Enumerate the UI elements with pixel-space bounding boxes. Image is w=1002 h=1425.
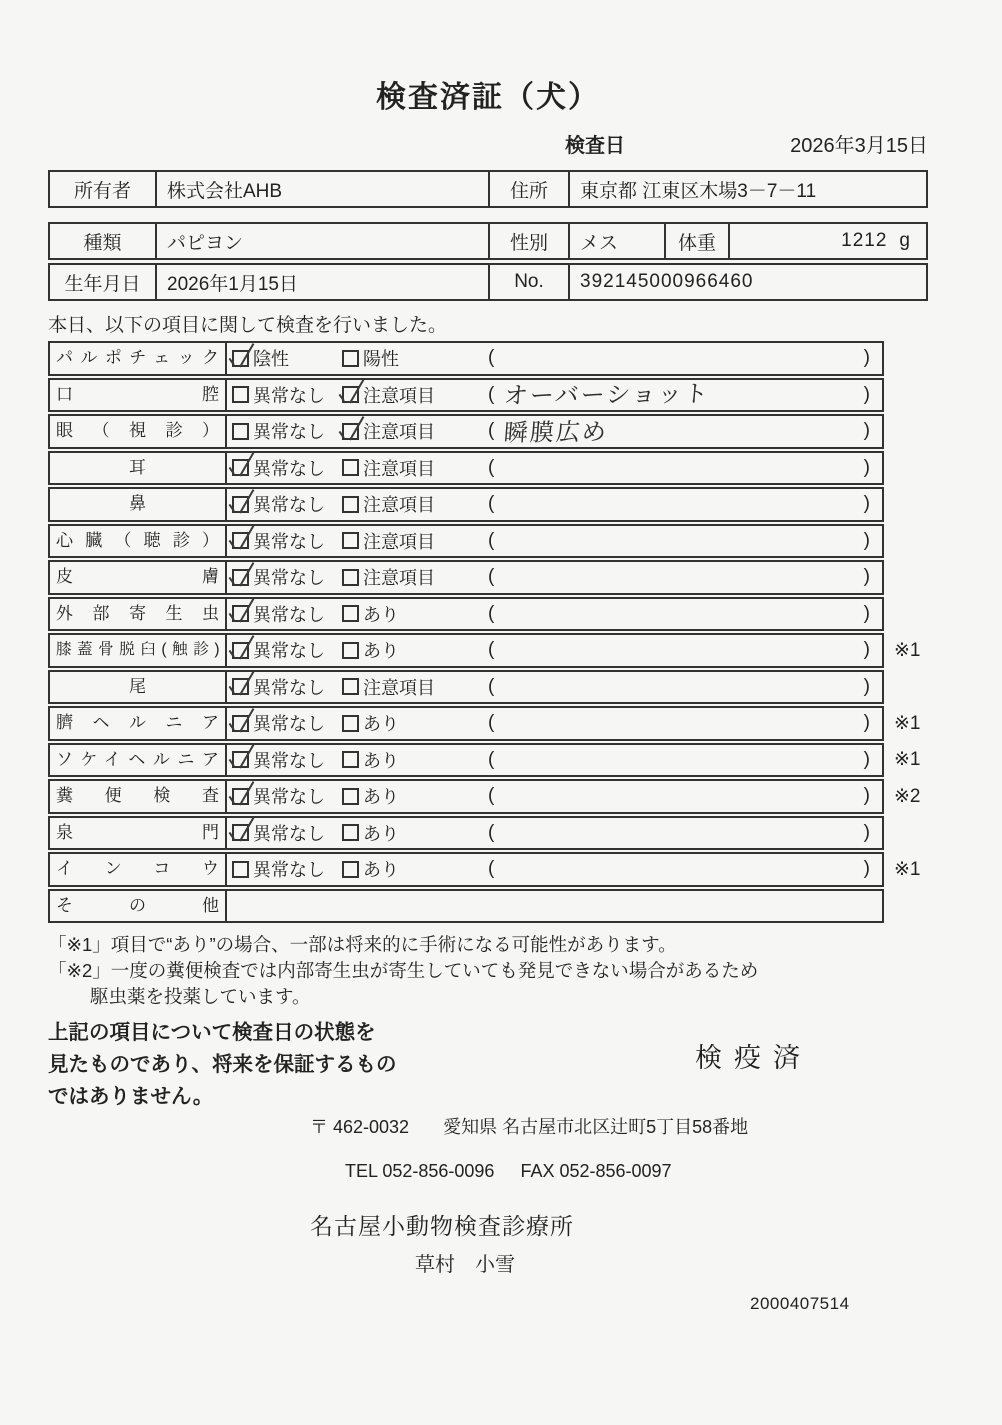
inspection-date-row: [48, 132, 928, 158]
quarantine-stamp: 検疫済: [695, 1043, 812, 1073]
checkbox-no-abnormality: [232, 751, 249, 768]
birth-table: [48, 263, 928, 301]
item-label: パルポチェック: [50, 343, 227, 374]
option1-label: 異常なし: [253, 860, 325, 881]
option2-label: あり: [363, 823, 399, 844]
option1-label: 陰性: [253, 349, 289, 370]
option1-label: 異常なし: [253, 458, 325, 479]
other-empty-cell: [227, 891, 882, 922]
checkbox-present: [342, 605, 359, 622]
page-title: 検査済証（犬）: [376, 81, 600, 114]
checklist-row: [48, 743, 928, 778]
checklist-row: [48, 597, 928, 632]
disclaimer-line1: 上記の項目について検査日の状態を: [48, 1021, 376, 1044]
footnote-2-line2: 駆虫薬を投薬しています。: [90, 986, 311, 1007]
open-paren: (: [488, 347, 495, 369]
birth-value: 2026年1月15日: [155, 265, 488, 299]
item-label: 臍ヘルニア: [50, 708, 227, 739]
item-label: 尾: [50, 672, 227, 703]
checkbox-caution: [342, 459, 359, 476]
open-paren: (: [488, 493, 495, 515]
option2-label: あり: [363, 787, 399, 808]
clinic-tel-line: [48, 1161, 928, 1182]
checkbox-no-abnormality: [232, 532, 249, 549]
item-label: インコウ: [50, 854, 227, 885]
open-paren: (: [488, 858, 495, 880]
disclaimer-line2: 見たものであり、将来を保証するもの: [48, 1053, 397, 1076]
checklist-row: [48, 816, 928, 851]
checkbox-no-abnormality: [232, 824, 249, 841]
checklist-row: [48, 378, 928, 413]
owner-label: 所有者: [73, 180, 131, 202]
close-paren: ): [863, 566, 870, 588]
checkbox-present: [342, 751, 359, 768]
open-paren: (: [488, 712, 495, 734]
open-paren: (: [488, 748, 495, 770]
checkbox-no-abnormality: [232, 459, 249, 476]
option1-label: 異常なし: [253, 568, 325, 589]
checkbox-caution: [342, 386, 359, 403]
checklist-row: [48, 341, 928, 376]
option2-label: 注意項目: [363, 422, 435, 443]
handwritten-note: 瞬膜広め: [503, 418, 610, 447]
checkbox-no-abnormality: [232, 423, 249, 440]
option2-label: あり: [363, 750, 399, 771]
option1-label: 異常なし: [253, 787, 325, 808]
clinic-fax: FAX 052-856-0097: [520, 1161, 672, 1181]
checkbox-present: [342, 715, 359, 732]
close-paren: ): [863, 858, 870, 880]
checkbox-no-abnormality: [232, 788, 249, 805]
owner-value: 株式会社AHB: [155, 172, 488, 206]
option1-label: 異常なし: [253, 714, 325, 735]
open-paren: (: [488, 639, 495, 661]
owner-table: [48, 170, 928, 208]
close-paren: ): [863, 639, 870, 661]
checklist-row: [48, 670, 928, 705]
footnote-mark: ※2: [894, 785, 921, 807]
item-label: 心臓（聴診）: [50, 526, 227, 557]
sex-label: 性別: [488, 224, 568, 258]
open-paren: (: [488, 420, 495, 442]
option2-label: 注意項目: [363, 458, 435, 479]
option2-label: あり: [363, 714, 399, 735]
open-paren: (: [488, 675, 495, 697]
open-paren: (: [488, 785, 495, 807]
checkbox-present: [342, 861, 359, 878]
close-paren: ): [863, 493, 870, 515]
option1-label: 異常なし: [253, 385, 325, 406]
footnote-mark: ※1: [894, 858, 921, 880]
examiner-name: 草村 小雪: [415, 1254, 515, 1276]
checkbox-no-abnormality: [232, 642, 249, 659]
option2-label: あり: [363, 604, 399, 625]
option2-label: 注意項目: [363, 495, 435, 516]
item-label: 口腔: [50, 380, 227, 411]
checklist-row: [48, 451, 928, 486]
checkbox-caution: [342, 569, 359, 586]
weight-label: 体重: [664, 224, 728, 258]
option1-label: 異常なし: [253, 604, 325, 625]
footnote-mark: ※1: [894, 712, 921, 734]
checkbox-no-abnormality: [232, 569, 249, 586]
checklist-row: [48, 524, 928, 559]
clinic-postal-code: 〒 462-0032: [310, 1117, 410, 1137]
clinic-tel: TEL 052-856-0096: [345, 1161, 495, 1181]
option1-label: 異常なし: [253, 823, 325, 844]
checklist-row: [48, 779, 928, 814]
inspection-date-value: 2026年3月15日: [790, 135, 928, 157]
footnote-mark: ※1: [894, 639, 921, 661]
checkbox-positive: [342, 350, 359, 367]
checklist-row: [48, 633, 928, 668]
checkbox-caution: [342, 678, 359, 695]
close-paren: ): [863, 675, 870, 697]
address-label: 住所: [488, 172, 568, 206]
checklist-table: [48, 341, 928, 923]
checklist-row: [48, 560, 928, 595]
disclaimer: [48, 1017, 488, 1113]
disclaimer-line3: ではありません。: [48, 1085, 214, 1108]
checkbox-caution: [342, 532, 359, 549]
option1-label: 異常なし: [253, 495, 325, 516]
no-value: 392145000966460: [568, 265, 926, 299]
checklist-row: [48, 852, 928, 887]
option2-label: あり: [363, 641, 399, 662]
close-paren: ): [863, 347, 870, 369]
open-paren: (: [488, 821, 495, 843]
close-paren: ): [863, 420, 870, 442]
option1-label: 異常なし: [253, 750, 325, 771]
option2-label: 注意項目: [363, 531, 435, 552]
checkbox-no-abnormality: [232, 386, 249, 403]
option2-label: 陽性: [363, 349, 399, 370]
checkbox-negative: [232, 350, 249, 367]
breed-value: パピヨン: [155, 224, 488, 258]
item-label: 膝蓋骨脱臼(触診): [50, 635, 227, 666]
checkbox-no-abnormality: [232, 861, 249, 878]
checkbox-present: [342, 788, 359, 805]
checkbox-caution: [342, 423, 359, 440]
option1-label: 異常なし: [253, 422, 325, 443]
item-label: 外部寄生虫: [50, 599, 227, 630]
option2-label: 注意項目: [363, 385, 435, 406]
footnotes: [48, 932, 928, 1010]
weight-cell: [728, 224, 926, 258]
checkbox-present: [342, 824, 359, 841]
option1-label: 異常なし: [253, 641, 325, 662]
open-paren: (: [488, 383, 495, 405]
no-label: No.: [488, 265, 568, 299]
close-paren: ): [863, 529, 870, 551]
item-label: 糞便検査: [50, 781, 227, 812]
clinic-name: 名古屋小動物検査診療所: [310, 1213, 574, 1239]
checklist-row: [48, 889, 928, 924]
item-label: 眼（視診）: [50, 416, 227, 447]
checkbox-present: [342, 642, 359, 659]
open-paren: (: [488, 456, 495, 478]
breed-table: [48, 222, 928, 260]
intro-sentence: 本日、以下の項目に関して検査を行いました。: [48, 315, 448, 336]
option2-label: 注意項目: [363, 677, 435, 698]
document-number: 2000407514: [750, 1294, 850, 1313]
weight-value: 1212: [841, 230, 888, 251]
birth-label: 生年月日: [64, 273, 141, 295]
sex-value: メス: [568, 224, 664, 258]
checkbox-no-abnormality: [232, 605, 249, 622]
open-paren: (: [488, 566, 495, 588]
option2-label: あり: [363, 860, 399, 881]
inspection-date-label: 検査日: [565, 135, 625, 157]
clinic-address: 愛知県 名古屋市北区辻町5丁目58番地: [443, 1117, 749, 1137]
option1-label: 異常なし: [253, 677, 325, 698]
option1-label: 異常なし: [253, 531, 325, 552]
checklist-row: [48, 414, 928, 449]
open-paren: (: [488, 529, 495, 551]
close-paren: ): [863, 821, 870, 843]
item-label: ソケイヘルニア: [50, 745, 227, 776]
item-label: 泉門: [50, 818, 227, 849]
checkbox-caution: [342, 496, 359, 513]
weight-unit: g: [899, 230, 910, 251]
item-label: 鼻: [50, 489, 227, 520]
item-label: その他: [50, 891, 227, 922]
checkbox-no-abnormality: [232, 496, 249, 513]
checkbox-no-abnormality: [232, 715, 249, 732]
footnote-mark: ※1: [894, 749, 921, 771]
close-paren: ): [863, 456, 870, 478]
option2-label: 注意項目: [363, 568, 435, 589]
checklist-row: [48, 706, 928, 741]
breed-label: 種類: [83, 232, 122, 254]
checklist-row: [48, 487, 928, 522]
close-paren: ): [863, 748, 870, 770]
close-paren: ): [863, 602, 870, 624]
item-label: 皮膚: [50, 562, 227, 593]
close-paren: ): [863, 785, 870, 807]
close-paren: ): [863, 712, 870, 734]
checkbox-no-abnormality: [232, 678, 249, 695]
open-paren: (: [488, 602, 495, 624]
address-value: 東京都 江東区木場3－7－11: [568, 172, 926, 206]
footnote-1: 「※1」項目で“あり”の場合、一部は将来的に手術になる可能性があります。: [48, 934, 677, 955]
close-paren: ): [863, 383, 870, 405]
footnote-2-line1: 「※2」一度の糞便検査では内部寄生虫が寄生していても発見できない場合があるため: [48, 960, 759, 981]
item-label: 耳: [50, 453, 227, 484]
handwritten-note: オーバーショット: [503, 380, 712, 411]
clinic-address-line: [48, 1113, 928, 1139]
